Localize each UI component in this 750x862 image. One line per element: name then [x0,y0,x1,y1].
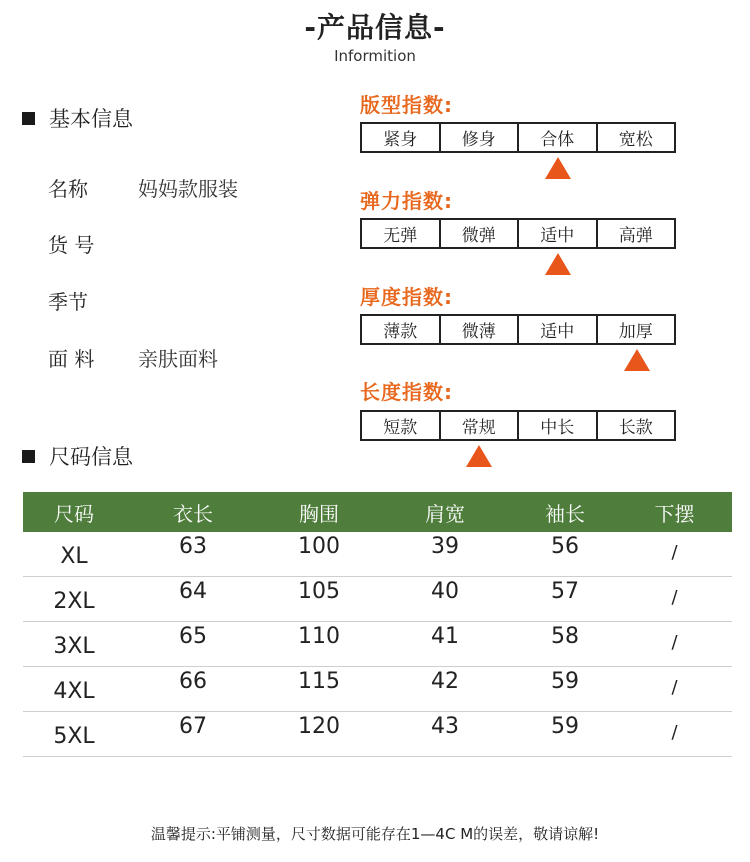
table-cell: 67 [179,714,207,739]
index-title-length: 长度指数: [360,380,453,404]
info-row-season [48,286,138,315]
table-cell: / [671,587,678,608]
size-info-heading [22,441,133,471]
footer-note: 温馨提示:平铺测量，尺寸数据可能存在1—4C M的误差，敬请谅解! [150,825,600,843]
table-cell: 3XL [53,634,95,659]
info-row-item-number [48,229,138,258]
table-cell: 105 [298,579,340,604]
index-scale-length [360,410,676,441]
table-cell: 115 [298,669,340,694]
table-cell: 2XL [53,589,95,614]
table-cell: 59 [551,669,579,694]
scale-option: 微弹 [441,220,520,247]
table-cell: 120 [298,714,340,739]
scale-option: 薄款 [362,316,441,343]
index-title-thickness: 厚度指数: [360,285,453,309]
table-row [23,577,732,622]
scale-option: 中长 [519,412,598,439]
table-row [23,622,732,667]
square-bullet-icon [22,112,35,125]
index-scale-elasticity [360,218,676,249]
index-title-fit: 版型指数: [360,93,453,117]
info-label: 名称 [48,177,88,201]
scale-option: 宽松 [618,130,653,150]
column-header: 尺码 [54,501,94,526]
page-subtitle: Informition [334,47,416,65]
table-cell: 65 [179,624,207,649]
table-cell: 41 [431,624,459,649]
scale-option: 合体 [519,124,598,151]
scale-option: 高弹 [618,226,653,246]
table-row [23,667,732,712]
table-cell: 57 [551,579,579,604]
table-cell: / [671,677,678,698]
info-row-fabric [48,343,218,372]
scale-option: 加厚 [618,322,653,342]
table-cell: 4XL [53,679,95,704]
info-label: 货 号 [48,233,95,257]
triangle-marker-icon [545,157,571,179]
table-cell: 56 [551,534,579,559]
basic-info-heading-text: 基本信息 [49,107,133,131]
table-cell: XL [60,544,88,569]
scale-option: 紧身 [362,124,441,151]
info-value: 妈妈款服装 [138,177,238,201]
table-cell: 40 [431,579,459,604]
triangle-marker-icon [545,253,571,275]
table-cell: 110 [298,624,340,649]
size-table [23,492,732,757]
table-row [23,712,732,757]
column-header: 袖长 [545,501,585,526]
table-cell: 39 [431,534,459,559]
scale-option: 短款 [362,412,441,439]
table-cell: 5XL [53,724,95,749]
column-header: 下摆 [654,501,695,526]
table-cell: 100 [298,534,340,559]
scale-option: 适中 [519,220,598,247]
index-scale-fit [360,122,676,153]
table-cell: 64 [179,579,207,604]
info-label: 季节 [48,290,88,314]
scale-option: 长款 [618,418,653,438]
info-value: 亲肤面料 [138,347,218,371]
index-title-elasticity: 弹力指数: [360,189,453,213]
table-cell: 66 [179,669,207,694]
column-header: 胸围 [299,501,339,526]
table-cell: / [671,542,678,563]
info-label: 面 料 [48,347,95,371]
table-cell: 43 [431,714,459,739]
table-cell: / [671,722,678,743]
size-table-header [23,492,732,532]
table-cell: 63 [179,534,207,559]
index-scale-thickness [360,314,676,345]
size-info-heading-text: 尺码信息 [49,445,133,469]
table-row [23,532,732,577]
basic-info-heading [22,103,133,133]
triangle-marker-icon [624,349,650,371]
scale-option: 无弹 [362,220,441,247]
square-bullet-icon [22,450,35,463]
table-cell: 42 [431,669,459,694]
column-header: 衣长 [173,501,213,526]
scale-option: 适中 [519,316,598,343]
table-cell: / [671,632,678,653]
page-title: -产品信息- [304,11,446,44]
triangle-marker-icon [466,445,492,467]
column-header: 肩宽 [425,501,465,526]
table-cell: 59 [551,714,579,739]
scale-option: 修身 [441,124,520,151]
scale-option: 微薄 [441,316,520,343]
info-row-name [48,173,238,202]
table-cell: 58 [551,624,579,649]
scale-option: 常规 [441,412,520,439]
